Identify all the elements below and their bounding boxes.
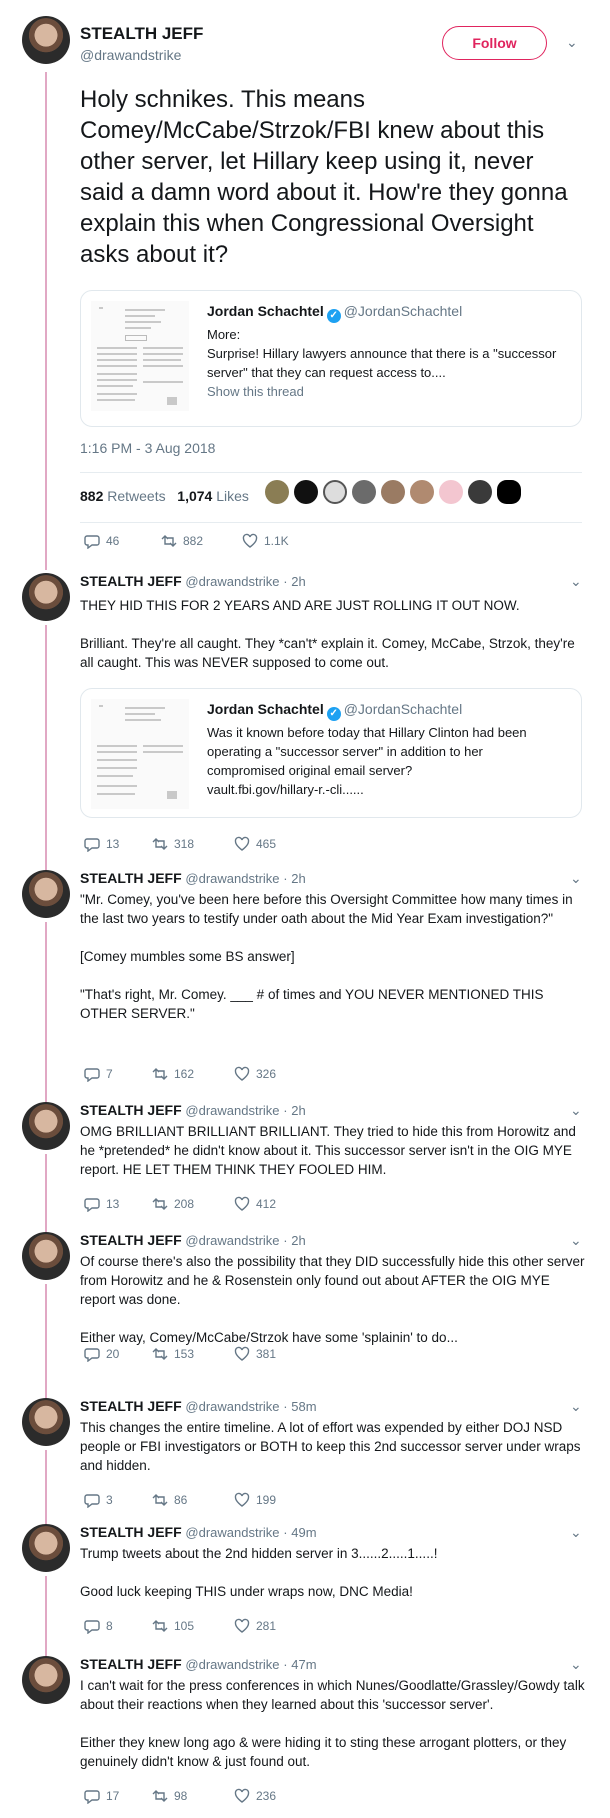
verified-icon: ✓ <box>327 309 341 323</box>
retweet-icon <box>152 1492 168 1508</box>
tweet-paragraph: Of course there's also the possibility that they DID successfully hide this other server from Horowitz and he & Rosenstein only found out about AFTER the OIG MYE report was done. <box>80 1254 585 1307</box>
retweet-button[interactable] <box>152 1196 194 1212</box>
follow-button[interactable]: Follow <box>442 26 547 60</box>
tweet-text <box>80 1122 585 1179</box>
quoted-author-handle[interactable]: @JordanSchachtel <box>343 701 463 717</box>
retweet-count: 162 <box>174 1067 195 1081</box>
tweet-text: Holy schnikes. This means Comey/McCabe/Strzok/FBI knew about this other server, let Hillary keep using it, never said a damn word about it. How're they gonna explain this when Congressional Oversight asks about it? <box>80 86 568 268</box>
retweet-count: 882 <box>183 534 204 548</box>
thread-connector <box>45 72 47 570</box>
likes-label[interactable]: Likes <box>216 488 249 504</box>
tweet-paragraph: Either way, Comey/McCabe/Strzok have some 'splainin' to do... <box>80 1330 458 1345</box>
heart-icon <box>234 836 250 852</box>
avatar[interactable] <box>497 480 521 504</box>
author-name[interactable]: STEALTH JEFF <box>80 870 182 886</box>
reply-count: 46 <box>106 534 120 548</box>
reply-button[interactable] <box>84 1492 113 1508</box>
avatar[interactable] <box>22 870 70 918</box>
tweet-paragraph: [Comey mumbles some BS answer] <box>80 949 295 964</box>
like-button[interactable] <box>234 1066 276 1082</box>
author-handle[interactable]: @drawandstrike <box>185 871 280 886</box>
reply-header <box>80 1398 317 1414</box>
quoted-tweet[interactable] <box>80 290 582 427</box>
tweet-paragraph: "That's right, Mr. Comey. ___ # of times and YOU NEVER MENTIONED THIS OTHER SERVER." <box>80 987 544 1021</box>
tweet-time[interactable]: · 2h <box>283 871 306 886</box>
heart-icon <box>234 1618 250 1634</box>
tweet-text <box>80 890 585 1023</box>
like-button[interactable] <box>234 1788 276 1804</box>
tweet-time[interactable]: · 58m <box>283 1399 317 1414</box>
tweet-paragraph: Brilliant. They're all caught. They *can't* explain it. Comey, McCabe, Strzok, they're all caught. This was NEVER supposed to come out. <box>80 636 575 670</box>
tweet-paragraph: THEY HID THIS FOR 2 YEARS AND ARE JUST ROLLING IT OUT NOW. <box>80 598 520 613</box>
reply-count: 3 <box>106 1493 113 1507</box>
thread-connector <box>45 625 47 870</box>
retweet-icon <box>152 1196 168 1212</box>
reply-icon <box>84 1346 100 1362</box>
chevron-down-icon[interactable]: ⌄ <box>570 1398 582 1414</box>
thread-connector <box>45 1284 47 1398</box>
chevron-down-icon[interactable]: ⌄ <box>570 1102 582 1118</box>
quoted-author[interactable] <box>207 701 462 721</box>
heart-icon <box>234 1788 250 1804</box>
avatar[interactable] <box>468 480 492 504</box>
retweet-icon <box>152 1618 168 1634</box>
avatar[interactable] <box>22 1232 70 1280</box>
tweet-time[interactable]: · 2h <box>283 1103 306 1118</box>
author-handle[interactable]: @drawandstrike <box>185 1399 280 1414</box>
author-name[interactable]: STEALTH JEFF <box>80 1232 182 1248</box>
like-button[interactable] <box>234 1346 276 1362</box>
verified-icon: ✓ <box>327 707 341 721</box>
thread-connector <box>45 1576 47 1656</box>
reply-icon <box>84 1618 100 1634</box>
retweet-button[interactable] <box>161 533 203 549</box>
author-handle[interactable]: @drawandstrike <box>185 1233 280 1248</box>
avatar[interactable] <box>265 480 289 504</box>
author-handle[interactable]: @drawandstrike <box>185 574 280 589</box>
quoted-author[interactable] <box>207 303 462 323</box>
avatar[interactable] <box>22 1398 70 1446</box>
reply-button[interactable] <box>84 1618 113 1634</box>
chevron-down-icon[interactable]: ⌄ <box>570 573 582 589</box>
tweet-time[interactable]: · 2h <box>283 574 306 589</box>
reply-count: 13 <box>106 837 120 851</box>
like-count: 326 <box>256 1067 277 1081</box>
document-thumbnail <box>91 699 189 809</box>
retweet-icon <box>152 1066 168 1082</box>
like-button[interactable] <box>234 836 276 852</box>
tweet-text <box>80 1252 585 1347</box>
retweet-count: 318 <box>174 837 195 851</box>
tweet-text <box>80 596 585 672</box>
reply-icon <box>84 1066 100 1082</box>
tweet-paragraph: Good luck keeping THIS under wraps now, DNC Media! <box>80 1584 413 1599</box>
like-count: 236 <box>256 1789 277 1803</box>
tweet-paragraph: Either they knew long ago & were hiding it to sting these arrogant plotters, or they genuinely didn't know & just found out. <box>80 1735 567 1769</box>
reply-icon <box>84 836 100 852</box>
retweet-count: 105 <box>174 1619 195 1633</box>
reply-icon <box>84 1196 100 1212</box>
retweets-label[interactable]: Retweets <box>107 488 166 504</box>
avatar[interactable] <box>381 480 405 504</box>
avatar[interactable] <box>352 480 376 504</box>
retweets-count[interactable]: 882 <box>80 488 104 504</box>
author-handle[interactable]: @drawandstrike <box>185 1657 280 1672</box>
quoted-link[interactable]: vault.fbi.gov/hillary-r.-cli...... <box>207 782 364 797</box>
quoted-line-1: More: <box>207 327 241 342</box>
retweet-count: 98 <box>174 1789 188 1803</box>
chevron-down-icon[interactable]: ⌄ <box>566 34 578 50</box>
retweet-button[interactable] <box>152 1492 187 1508</box>
reply-count: 13 <box>106 1197 120 1211</box>
retweet-count: 86 <box>174 1493 188 1507</box>
heart-icon <box>234 1492 250 1508</box>
like-button[interactable] <box>234 1492 276 1508</box>
retweet-button[interactable] <box>152 1066 194 1082</box>
reply-icon <box>84 533 100 549</box>
avatar[interactable] <box>294 480 318 504</box>
avatar[interactable] <box>22 573 70 621</box>
tweet-stats <box>80 488 249 504</box>
reply-header <box>80 573 306 589</box>
reply-button[interactable] <box>84 836 119 852</box>
quoted-author-handle[interactable]: @JordanSchachtel <box>343 303 463 319</box>
reply-button[interactable] <box>84 1346 119 1362</box>
likes-count[interactable]: 1,074 <box>177 488 213 504</box>
retweet-icon <box>161 533 177 549</box>
author-handle[interactable]: @drawandstrike <box>80 47 182 63</box>
reply-header <box>80 1232 306 1248</box>
author-name[interactable]: STEALTH JEFF <box>80 1656 182 1672</box>
tweet-paragraph: OMG BRILLIANT BRILLIANT BRILLIANT. They tried to hide this from Horowitz and he *pretended* he didn't know about it. This successor server isn't in the OIG MYE report. HE LET THEM THINK THEY FOOLED HIM. <box>80 1124 576 1177</box>
quoted-author-name[interactable]: Jordan Schachtel <box>207 701 324 717</box>
avatar[interactable] <box>22 16 70 64</box>
tweet-paragraph: I can't wait for the press conferences in which Nunes/Goodlatte/Grassley/Gowdy talk about their reactions when they learned about this 'successor server'. <box>80 1678 585 1712</box>
retweet-button[interactable] <box>152 1788 187 1804</box>
author-handle[interactable]: @drawandstrike <box>185 1103 280 1118</box>
quoted-text <box>207 325 562 401</box>
tweet-time[interactable]: · 47m <box>283 1657 317 1672</box>
quoted-line-2: Surprise! Hillary lawyers announce that there is a "successor server" that they can request access to.... <box>207 346 557 380</box>
reply-count: 8 <box>106 1619 113 1633</box>
avatar[interactable] <box>22 1102 70 1150</box>
author-handle[interactable]: @drawandstrike <box>185 1525 280 1540</box>
heart-icon <box>234 1066 250 1082</box>
thread-connector <box>45 1450 47 1524</box>
retweet-icon <box>152 836 168 852</box>
reply-header <box>80 1656 317 1672</box>
like-count: 381 <box>256 1347 277 1361</box>
like-button[interactable] <box>234 1618 276 1634</box>
avatar[interactable] <box>323 480 347 504</box>
like-count: 199 <box>256 1493 277 1507</box>
like-count: 1.1K <box>264 534 289 548</box>
divider <box>80 522 582 523</box>
reply-button[interactable] <box>84 1788 119 1804</box>
author-name[interactable]: STEALTH JEFF <box>80 24 204 43</box>
tweet-timestamp[interactable]: 1:16 PM - 3 Aug 2018 <box>80 440 216 456</box>
author-name[interactable]: STEALTH JEFF <box>80 1524 182 1540</box>
like-count: 412 <box>256 1197 277 1211</box>
reply-button[interactable] <box>84 1196 119 1212</box>
chevron-down-icon[interactable]: ⌄ <box>570 1524 582 1540</box>
retweet-icon <box>152 1346 168 1362</box>
reply-icon <box>84 1492 100 1508</box>
thread-connector <box>45 922 47 1102</box>
like-button[interactable] <box>234 1196 276 1212</box>
retweet-button[interactable] <box>152 1346 194 1362</box>
like-count: 281 <box>256 1619 277 1633</box>
document-thumbnail <box>91 301 189 411</box>
retweet-count: 153 <box>174 1347 195 1361</box>
avatar[interactable] <box>410 480 434 504</box>
reply-count: 20 <box>106 1347 120 1361</box>
tweet-time[interactable]: · 2h <box>283 1233 306 1248</box>
reply-header <box>80 1524 317 1540</box>
tweet-paragraph: "Mr. Comey, you've been here before this Oversight Committee how many times in the last two years to testify under oath about the Mid Year Exam investigation?" <box>80 892 573 926</box>
heart-icon <box>234 1346 250 1362</box>
quoted-text <box>207 723 562 799</box>
chevron-down-icon[interactable]: ⌄ <box>570 1656 582 1672</box>
thread-connector <box>45 1154 47 1232</box>
quoted-tweet[interactable] <box>80 688 582 818</box>
retweet-icon <box>152 1788 168 1804</box>
tweet-text <box>80 1676 585 1771</box>
show-thread-link[interactable]: Show this thread <box>207 384 304 399</box>
like-count: 465 <box>256 837 277 851</box>
avatar[interactable] <box>439 480 463 504</box>
tweet-paragraph: Trump tweets about the 2nd hidden server in 3......2.....1.....! <box>80 1546 438 1561</box>
retweet-button[interactable] <box>152 836 194 852</box>
author-name[interactable]: STEALTH JEFF <box>80 1398 182 1414</box>
tweet-paragraph: This changes the entire timeline. A lot of effort was expended by either DOJ NSD people or FBI investigators or BOTH to keep this 2nd successor server under wraps and hidden. <box>80 1420 581 1473</box>
reply-icon <box>84 1788 100 1804</box>
retweet-button[interactable] <box>152 1618 194 1634</box>
divider <box>80 472 582 473</box>
tweet-time[interactable]: · 49m <box>283 1525 317 1540</box>
heart-icon <box>234 1196 250 1212</box>
author-name[interactable]: STEALTH JEFF <box>80 1102 182 1118</box>
reply-count: 7 <box>106 1067 113 1081</box>
reply-header <box>80 1102 306 1118</box>
quoted-body: Was it known before today that Hillary Clinton had been operating a "successor server" in addition to her compromised original email server? <box>207 725 527 778</box>
tweet-text <box>80 1544 585 1601</box>
chevron-down-icon[interactable]: ⌄ <box>570 870 582 886</box>
reply-button[interactable] <box>84 533 119 549</box>
author-name[interactable]: STEALTH JEFF <box>80 573 182 589</box>
tweet-text <box>80 1418 585 1475</box>
avatar[interactable] <box>22 1524 70 1572</box>
like-button[interactable] <box>242 533 289 549</box>
quoted-author-name[interactable]: Jordan Schachtel <box>207 303 324 319</box>
chevron-down-icon[interactable]: ⌄ <box>570 1232 582 1248</box>
reply-count: 17 <box>106 1789 120 1803</box>
retweet-count: 208 <box>174 1197 195 1211</box>
reply-button[interactable] <box>84 1066 113 1082</box>
heart-icon <box>242 533 258 549</box>
avatar[interactable] <box>22 1656 70 1704</box>
reply-header <box>80 870 306 886</box>
